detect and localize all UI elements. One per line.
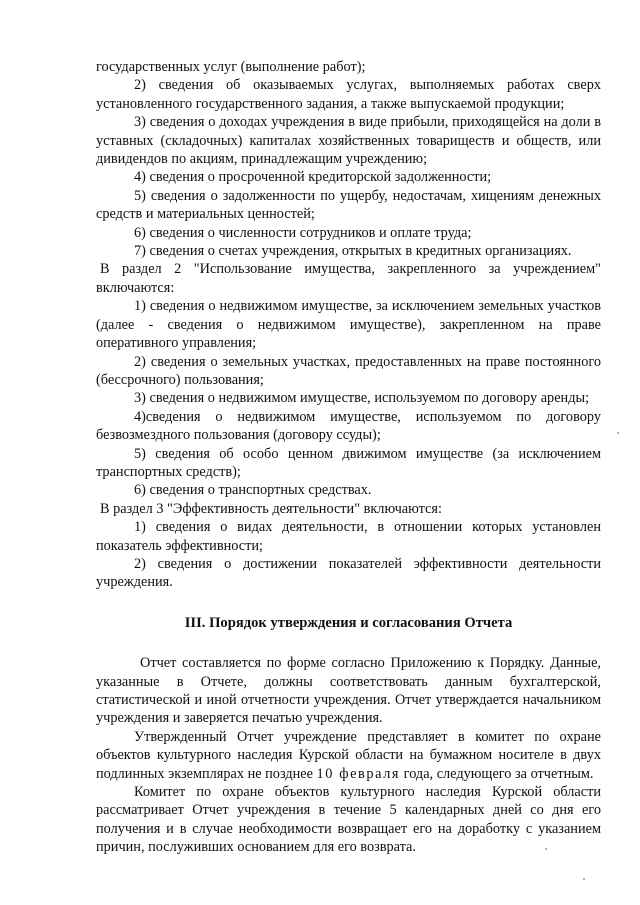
list-item: 3) сведения о доходах учреждения в виде прибыли, приходящейся на доли в уставных (складочных) капиталах хозяйственных товариществ и обществ, или дивидендов по акциям, принадлежащим учреждению; <box>96 114 601 168</box>
list-item: 1) сведения о видах деятельности, в отношении которых установлен показатель эффективности; <box>96 519 601 554</box>
list-item: 2) сведения о достижении показателей эффективности деятельности учреждения. <box>96 555 601 591</box>
deadline-date: 10 февраля <box>316 765 401 782</box>
list-item: 4)сведения о недвижимом имуществе, используемом по договору безвозмездного пользования (договору ссуды); <box>96 408 601 444</box>
list-item: 2) сведения о земельных участках, предоставленных на праве постоянного (бессрочного) пользования; <box>96 353 601 388</box>
paragraph: Комитет по охране объектов культурного наследия Курской области рассматривает Отчет учреждения в течение 5 календарных дней со дня его получения и в случае необходимости возвращает его на доработку с указанием причин, послуживших основанием для его возврата. <box>96 784 601 856</box>
section-intro: В раздел 2 "Использование имущества, закрепленного за учреждением" включаются: <box>96 261 601 296</box>
section-intro: В раздел 3 "Эффективность деятельности" включаются: <box>100 500 442 517</box>
scan-speck <box>545 848 547 850</box>
scan-speck <box>617 432 619 434</box>
list-item: 7) сведения о счетах учреждения, открытых в кредитных организациях. <box>134 243 572 260</box>
list-item: 5) сведения о задолженности по ущербу, недостачам, хищениям денежных средств и материальных ценностей; <box>96 187 601 223</box>
paragraph-text: года, следующего за отчетным. <box>400 765 594 782</box>
list-item: 6) сведения о транспортных средствах. <box>134 482 372 499</box>
list-item: 6) сведения о численности сотрудников и оплате труда; <box>134 224 472 241</box>
list-item: 1) сведения о недвижимом имуществе, за исключением земельных участков (далее - сведения о недвижимом имуществе), закрепленном на праве оперативного управления; <box>96 298 601 352</box>
section-heading: III. Порядок утверждения и согласования Отчета <box>184 614 513 631</box>
list-item: 2) сведения об оказываемых услугах, выполняемых работах сверх установленного государственного задания, а также выпускаемой продукции; <box>96 77 601 112</box>
list-item: 5) сведения об особо ценном движимом имуществе (за исключением транспортных средств); <box>96 445 601 480</box>
list-item: 3) сведения о недвижимом имуществе, используемом по договору аренды; <box>134 390 590 407</box>
scan-speck <box>583 878 585 880</box>
list-item: 4) сведения о просроченной кредиторской задолженности; <box>134 169 492 186</box>
document-body <box>96 58 601 857</box>
paragraph-text: Утвержденный Отчет учреждение представляет в комитет по охране объектов культурного наследия Курской области на бумажном носителе в двух подлинных экземплярах не позднее <box>96 728 601 782</box>
paragraph: Отчет составляется по форме согласно Приложению к Порядку. Данные, указанные в Отчете, должны соответствовать данным бухгалтерской, статистической и иной отчетности учреждения. Отчет утверждается начальником учреждения и заверяется печатью учреждения. <box>96 655 601 727</box>
paragraph: государственных услуг (выполнение работ); <box>96 59 366 75</box>
paragraph <box>96 728 601 783</box>
